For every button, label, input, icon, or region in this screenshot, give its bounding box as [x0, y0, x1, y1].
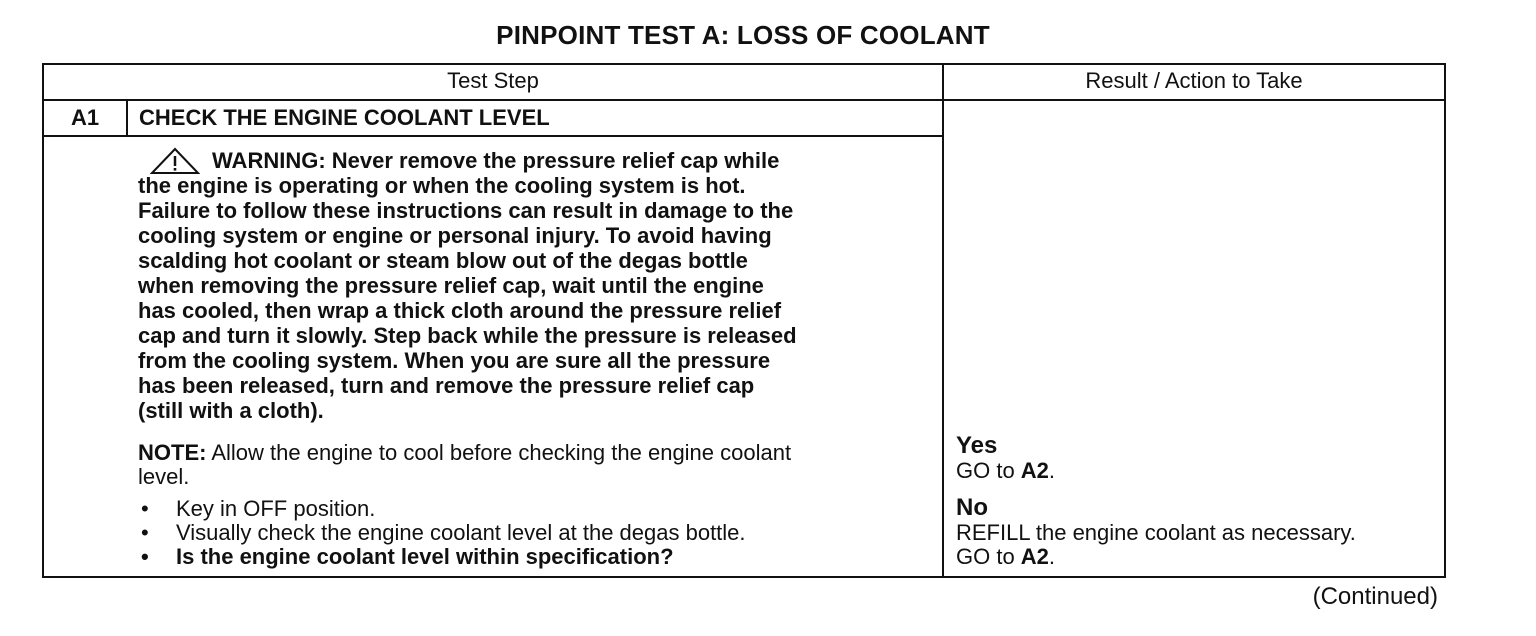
header-divider: [42, 99, 1446, 101]
list-item: [138, 545, 928, 569]
yes-action-suffix: .: [1048, 458, 1056, 483]
yes-action-target: A2: [1020, 458, 1049, 483]
list-item: [138, 497, 928, 521]
no-action-refill: REFILL the engine coolant as necessary.: [956, 520, 1356, 545]
column-header-test-step: Test Step: [447, 68, 539, 93]
result-no: [956, 495, 1436, 569]
column-header-result: Result / Action to Take: [1085, 68, 1303, 93]
bullet-icon: •: [141, 520, 149, 545]
step-title-divider: [42, 135, 944, 137]
warning-line: scalding hot coolant or steam blow out of the degas bottle: [138, 248, 748, 273]
bullet-text: Visually check the engine coolant level at the degas bottle.: [176, 520, 746, 545]
note-text-continued: level.: [138, 464, 190, 489]
no-action-suffix: .: [1048, 544, 1056, 569]
no-label: No: [956, 494, 988, 521]
bullet-question: Is the engine coolant level within specification?: [176, 544, 674, 569]
warning-line: cooling system or engine or personal injury. To avoid having: [138, 223, 772, 248]
no-action-target: A2: [1020, 544, 1049, 569]
list-item: [138, 521, 928, 545]
step-id-divider: [126, 99, 128, 137]
yes-action-text: GO to: [956, 458, 1021, 483]
yes-action: [956, 459, 1436, 483]
no-action: [956, 545, 1436, 569]
warning-line: the engine is operating or when the cooling system is hot.: [138, 173, 746, 198]
warning-text: [138, 148, 928, 423]
warning-line: from the cooling system. When you are sure all the pressure: [138, 348, 771, 373]
continued-label: (Continued): [1312, 583, 1438, 610]
result-yes: [956, 433, 1436, 483]
warning-line: cap and turn it slowly. Step back while the pressure is released: [138, 323, 797, 348]
page-title: PINPOINT TEST A: LOSS OF COOLANT: [496, 20, 990, 50]
column-divider: [942, 63, 944, 576]
note-label: NOTE:: [138, 440, 207, 465]
warning-line: Failure to follow these instructions can result in damage to the: [138, 198, 794, 223]
warning-line: has been released, turn and remove the pressure relief cap: [138, 373, 755, 398]
step-title: CHECK THE ENGINE COOLANT LEVEL: [139, 105, 550, 130]
step-bullet-list: [138, 497, 928, 569]
note: [138, 441, 928, 489]
no-action-text: GO to: [956, 544, 1021, 569]
note-text: Allow the engine to cool before checking the engine coolant: [206, 440, 792, 465]
warning-line: (still with a cloth).: [138, 398, 324, 423]
warning-line: has cooled, then wrap a thick cloth around the pressure relief: [138, 298, 782, 323]
step-id: A1: [70, 105, 100, 130]
bullet-icon: •: [141, 544, 149, 569]
warning-line: WARNING: Never remove the pressure relief cap while: [212, 148, 780, 173]
yes-label: Yes: [956, 432, 998, 459]
warning-line: when removing the pressure relief cap, wait until the engine: [138, 273, 764, 298]
bullet-icon: •: [141, 496, 149, 521]
bullet-text: Key in OFF position.: [176, 496, 376, 521]
